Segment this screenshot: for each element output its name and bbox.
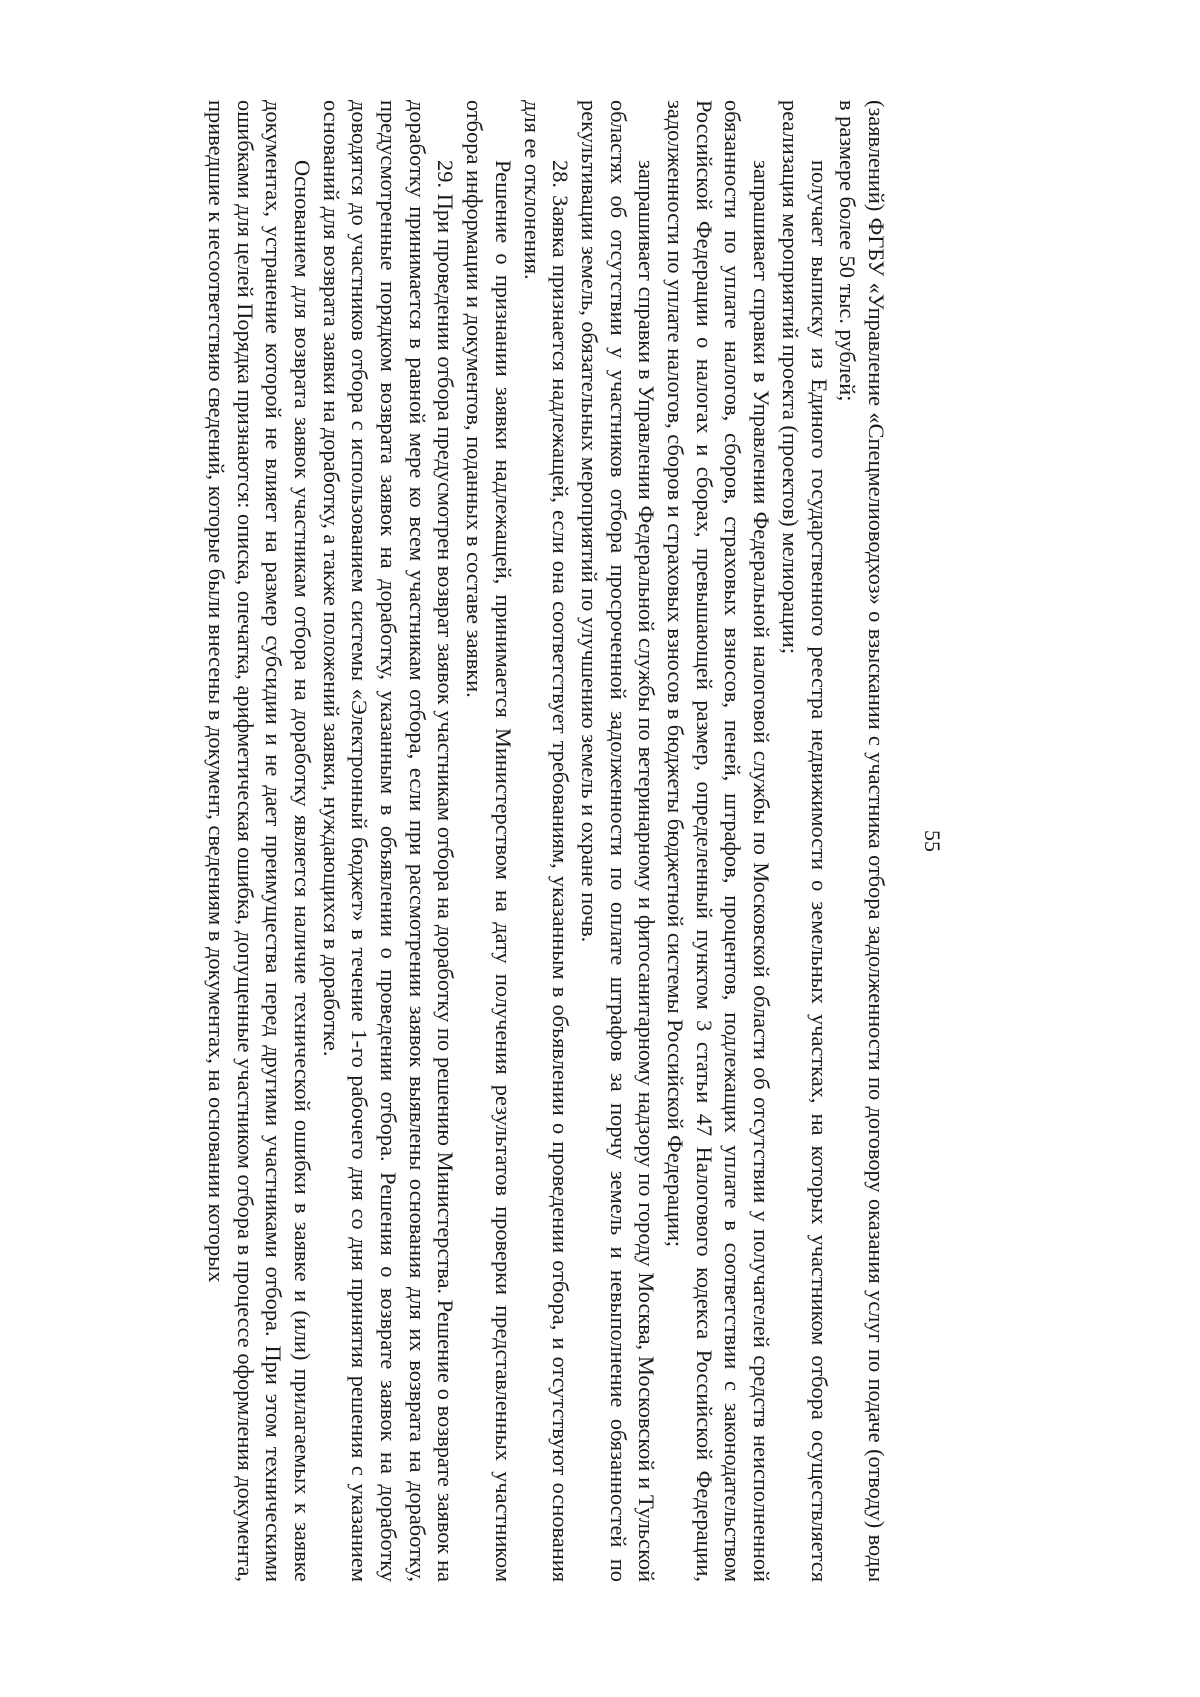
page-number: 55 bbox=[920, 830, 945, 852]
rotated-content bbox=[115, 100, 945, 1582]
paragraph: 29. При проведении отбора предусмотрен возврат заявок участникам отбора на доработку по решению Министерства. Решение о возврате заявок на доработку принимается в равной мере ко всем участникам отбора, если при рассмотрении заявок выявлены основания для их возврата на доработку, предусмотренные порядком возврата заявок на доработку, указанным в объявлении о проведении отбора. Решения о возврате заявок на доработку доводятся до участников отбора с использованием системы «Электронный бюджет» в течение 1-го рабочего дня со дня принятия решения с указанием оснований для возврата заявки на доработку, а также положений заявки, нуждающихся в доработке. bbox=[318, 100, 459, 1582]
paragraph: Решение о признании заявки надлежащей, принимается Министерством на дату получения результатов проверки представленных участником отбора информации и документов, поданных в составе заявки. bbox=[462, 100, 516, 1582]
paragraph: Основанием для возврата заявок участникам отбора на доработку является наличие технической ошибки в заявке и (или) прилагаемых к заявке документах, устранение которой не влияет на размер субсидии и не дает преимущества перед другими участниками отбора. При этом техническими ошибками для целей Порядка признаются: описка, опечатка, арифметическая ошибка, допущенные участником отбора в процессе оформления документа, приведшие к несоответствию сведений, которые были внесены в документ, сведениям в документах, на основании которых bbox=[203, 100, 315, 1582]
paragraph: запрашивает справки в Управлении Федеральной налоговой службы по Московской области об отсутствии у получателей средств неисполненной обязанности по уплате налогов, сборов, страховых взносов, пеней, штрафов, процентов, подлежащих уплате в соответствии с законодательством Российской Федерации о налогах и сборах, превышающей размер, определенный пунктом 3 статьи 47 Налогового кодекса Российской Федерации, задолженности по уплате налогов, сборов и страховых взносов в бюджеты бюджетной системы Российской Федерации; bbox=[663, 100, 775, 1582]
page-frame bbox=[115, 100, 945, 1582]
paragraph: получает выписку из Единого государственного реестра недвижимости о земельных участках, на которых участником отбора осуществляется реализация мероприятий проекта (проектов) мелиорации; bbox=[777, 100, 832, 1582]
body-text bbox=[115, 100, 890, 1582]
paragraph: 28. Заявка признается надлежащей, если она соответствует требованиям, указанным в объявлении о проведении отбора, и отсутствуют основания для ее отклонения. bbox=[519, 100, 574, 1582]
paragraph: запрашивает справки в Управлении Федеральной службы по ветеринарному и фитосанитарному надзору по городу Москва, Московской и Тульской областях об отсутствии у участников отбора просроченной задолженности по оплате штрафов за порчу земель и невыполнение обязанностей по рекультивации земель, обязательных мероприятий по улучшению земель и охране почв. bbox=[576, 100, 660, 1582]
paragraph: (заявлений) ФГБУ «Управление «Спецмелиоводхоз» о взыскании с участника отбора задолженности по договору оказания услуг по подаче (отводу) воды в размере более 50 тыс. рублей; bbox=[835, 100, 889, 1582]
